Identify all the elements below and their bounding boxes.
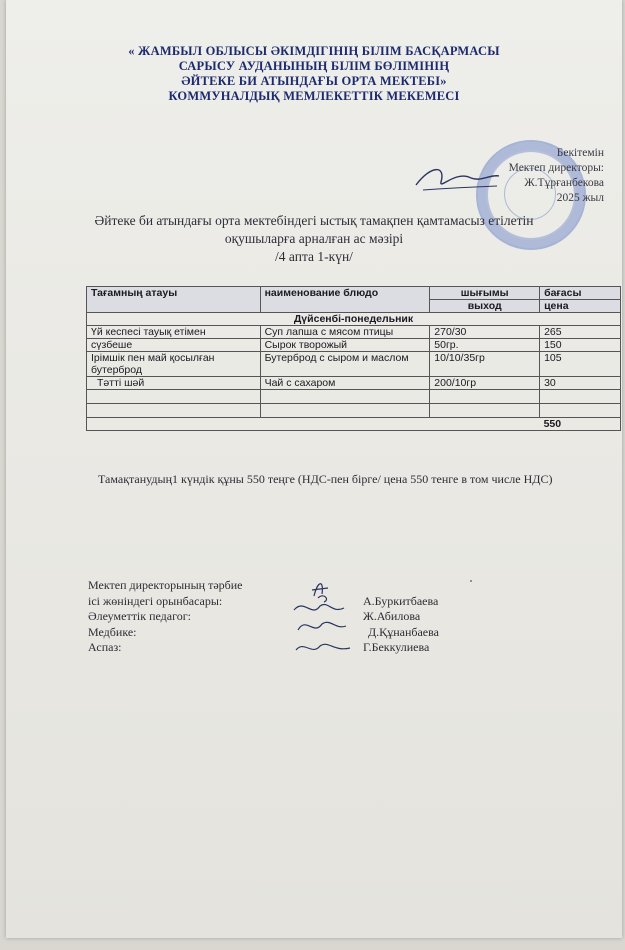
dish-price: 265	[540, 326, 621, 339]
signature-row	[88, 624, 439, 641]
signature-row	[88, 640, 430, 656]
document-page	[6, 0, 622, 938]
approval-block	[509, 146, 604, 206]
header-line-2: САРЫСУ АУДАНЫНЫҢ БІЛІМ БӨЛІМІНІҢ	[178, 59, 450, 73]
dish-price: 105	[540, 352, 621, 377]
header-name-kz: Тағамның атауы	[87, 287, 261, 313]
approval-line-3: Ж.Тұрғанбекова	[524, 177, 604, 189]
approval-line-1: Бекітемін	[556, 147, 604, 159]
dish-yield: 50гр.	[430, 339, 540, 352]
dish-kz: сүзбеше	[87, 339, 261, 352]
signatures-block	[88, 578, 439, 656]
signature-role: Аспаз:	[88, 640, 122, 654]
dish-yield: 270/30	[430, 326, 540, 339]
total-value: 550	[540, 418, 621, 431]
dish-kz: Тәтті шәй	[87, 377, 261, 390]
table-row	[87, 352, 621, 377]
dish-yield: 10/10/35гр	[430, 352, 540, 377]
header-line-1: « ЖАМБЫЛ ОБЛЫСЫ ӘКІМДІГІНІҢ БІЛІМ БАСҚАРМАСЫ	[128, 44, 500, 58]
signature-name: Г.Беккулиева	[363, 640, 430, 654]
title-line-3: /4 апта 1-күн/	[275, 249, 353, 264]
organization-header	[6, 44, 622, 104]
approval-line-2: Мектеп директоры:	[508, 162, 604, 174]
dish-yield: 200/10гр	[430, 377, 540, 390]
signature-row	[88, 609, 421, 625]
menu-table	[86, 286, 621, 431]
approval-line-4: 2025 жыл	[556, 192, 604, 204]
title-line-1: Әйтеке би атындағы орта мектебіндегі ыстық тамақпен қамтамасыз етілетін	[94, 213, 534, 228]
empty-row	[87, 390, 621, 404]
signature-role: ісі жөніндегі орынбасары:	[88, 593, 223, 608]
total-row	[87, 418, 621, 431]
header-line-4: КОММУНАЛДЫҚ МЕМЛЕКЕТТІК МЕКЕМЕСІ	[168, 89, 460, 103]
table-row	[87, 339, 621, 352]
title-line-2: оқушыларға арналған ас мәзірі	[224, 231, 404, 246]
empty-row	[87, 404, 621, 418]
dish-ru: Сырок творожый	[260, 339, 430, 352]
dish-ru: Суп лапша с мясом птицы	[260, 326, 430, 339]
header-name-ru: наименование блюдо	[260, 287, 430, 313]
day-label: Дүйсенбі-понедельник	[87, 313, 621, 326]
signature-role: Мектеп директорының тәрбие	[88, 578, 243, 592]
table-row	[87, 377, 621, 390]
header-line-3: ӘЙТЕКЕ БИ АТЫНДАҒЫ ОРТА МЕКТЕБІ»	[181, 74, 447, 88]
dish-ru: Чай с сахаром	[260, 377, 430, 390]
signature-name: А.Буркитбаева	[363, 593, 439, 608]
handwritten-signatures-icon	[284, 578, 364, 660]
header-price-ru: цена	[540, 300, 621, 313]
signature-name: Д.Құнанбаева	[368, 624, 439, 639]
dish-ru: Бутерброд с сыром и маслом	[260, 352, 430, 377]
table-header-row	[87, 287, 621, 300]
signature-role: Әлеуметтік педагог:	[88, 609, 191, 623]
day-row	[87, 313, 621, 326]
signature-row	[88, 593, 439, 610]
price-note: Тамақтанудың1 күндік құны 550 теңге (НДС-пен бірге/ цена 550 тенге в том числе НДС)	[98, 472, 553, 486]
dish-kz: Ірімшік пен май қосылған бутерброд	[87, 352, 261, 377]
signature-name: Ж.Абилова	[363, 609, 421, 623]
header-price-kz: бағасы	[540, 287, 621, 300]
director-signature-icon	[411, 160, 501, 200]
dish-kz: Үй кеспесі тауық етімен	[87, 326, 261, 339]
dish-price: 30	[540, 377, 621, 390]
header-yield-ru: выход	[430, 300, 540, 313]
signature-role: Медбике:	[88, 624, 137, 639]
dish-price: 150	[540, 339, 621, 352]
header-yield-kz: шығымы	[430, 287, 540, 300]
table-row	[87, 326, 621, 339]
signature-row	[88, 578, 243, 594]
menu-title	[6, 212, 622, 266]
